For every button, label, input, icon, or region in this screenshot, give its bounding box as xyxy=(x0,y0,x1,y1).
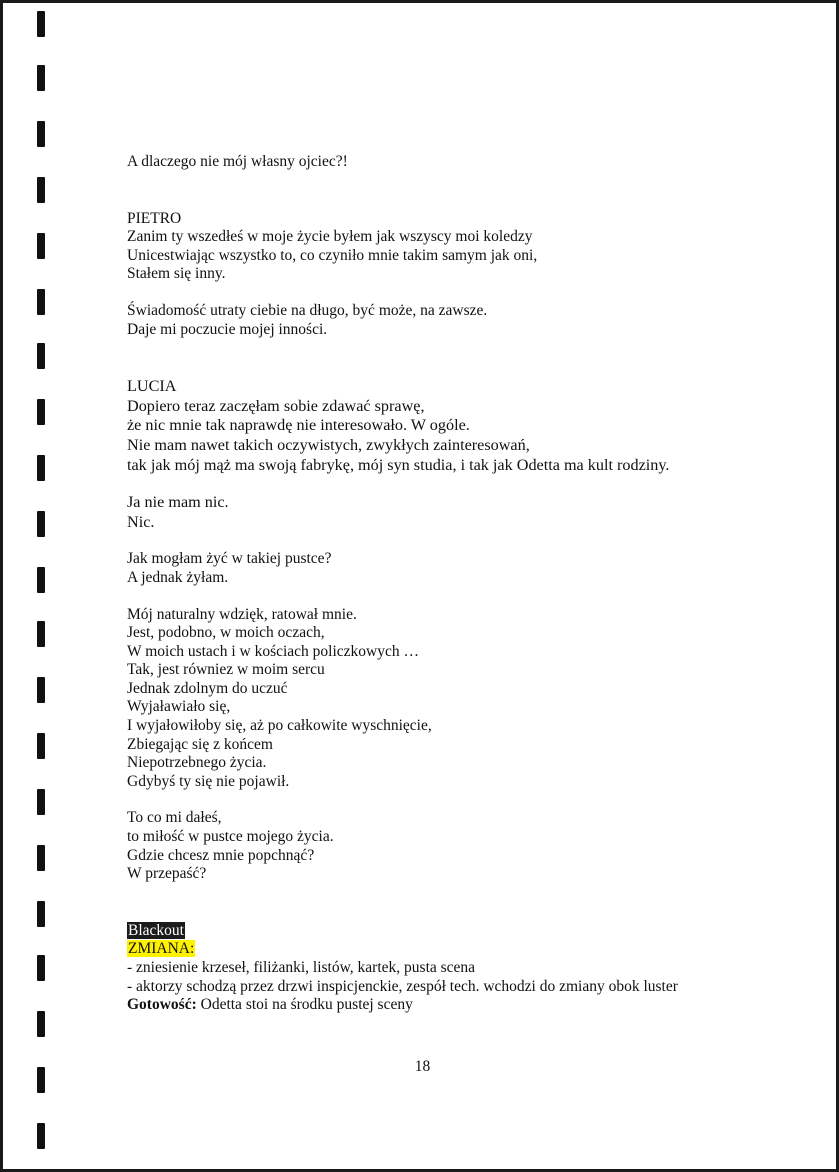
dialogue-line: Jak mogłam żyć w takiej pustce? xyxy=(127,550,332,568)
dialogue-line: W moich ustach i w kościach policzkowych … xyxy=(127,642,419,660)
dialogue-line: Gdzie chcesz mnie popchnąć? xyxy=(127,846,315,864)
dialogue-line: A jednak żyłam. xyxy=(127,568,229,586)
stage-note: - zniesienie krzeseł, filiżanki, listów, kartek, pusta scena xyxy=(127,959,476,976)
binding-mark xyxy=(37,845,45,871)
change-label: ZMIANA: xyxy=(128,940,195,958)
dialogue-line: Tak, jest równiez w moim sercu xyxy=(127,661,325,679)
ready-label: Gotowość: xyxy=(127,996,197,1014)
binding-mark xyxy=(37,901,45,927)
binding-mark xyxy=(37,343,45,369)
stage-direction-blackout xyxy=(127,922,807,941)
dialogue-line: To co mi dałeś, xyxy=(127,809,222,827)
binding-mark xyxy=(37,233,45,259)
dialogue-line: Zbiegając się z końcem xyxy=(127,735,273,753)
dialogue-line: Ja nie mam nic. xyxy=(127,493,229,512)
binding-mark xyxy=(37,399,45,425)
stage-direction-change xyxy=(127,940,807,959)
dialogue-line: Niepotrzebnego życia. xyxy=(127,754,267,772)
dialogue-line: W przepaść? xyxy=(127,865,207,883)
script-text xyxy=(127,153,807,1015)
dialogue-line: Gdybyś ty się nie pojawił. xyxy=(127,772,290,790)
binding-mark xyxy=(37,455,45,481)
dialogue-line: Jednak zdolnym do uczuć xyxy=(127,679,288,697)
dialogue-line: Świadomość utraty ciebie na długo, być może, na zawsze. xyxy=(127,301,488,319)
dialogue-line: Nie mam nawet takich oczywistych, zwykłych zainteresowań, xyxy=(127,435,530,454)
binding-mark xyxy=(37,1123,45,1149)
dialogue-line: A dlaczego nie mój własny ojciec?! xyxy=(127,153,348,170)
dialogue-line: Wyjaławiało się, xyxy=(127,698,231,716)
binding-mark xyxy=(37,65,45,91)
binding-mark xyxy=(37,11,45,37)
speaker-name-lucia: LUCIA xyxy=(127,377,177,396)
dialogue-line: Unicestwiając wszystko to, co czyniło mnie takim samym jak oni, xyxy=(127,246,538,264)
dialogue-line: Stałem się inny. xyxy=(127,265,226,283)
binding-mark xyxy=(37,955,45,981)
binding-mark xyxy=(37,789,45,815)
speaker-name-pietro: PIETRO xyxy=(127,209,182,227)
dialogue-line: Jest, podobno, w moich oczach, xyxy=(127,624,325,642)
binding-mark xyxy=(37,511,45,537)
page-number: 18 xyxy=(414,1058,431,1075)
binding-mark xyxy=(37,289,45,315)
dialogue-line: I wyjałowiłoby się, aż po całkowite wyschnięcie, xyxy=(127,717,432,735)
dialogue-line: tak jak mój mąż ma swoją fabrykę, mój syn studia, i tak jak Odetta ma kult rodziny. xyxy=(127,455,670,474)
stage-note: - aktorzy schodzą przez drzwi inspicjenckie, zespół tech. wchodzi do zmiany obok luster xyxy=(127,977,678,995)
dialogue-line: Mój naturalny wdzięk, ratował mnie. xyxy=(127,605,357,623)
dialogue-line: Dopiero teraz zaczęłam sobie zdawać sprawę, xyxy=(127,396,425,415)
binding-mark xyxy=(37,567,45,593)
binding-mark xyxy=(37,677,45,703)
binding-mark xyxy=(37,621,45,647)
stage-ready-line xyxy=(127,996,807,1015)
dialogue-line: Nic. xyxy=(127,512,155,531)
dialogue-line: że nic mnie tak naprawdę nie interesowało. W ogóle. xyxy=(127,416,470,435)
binding-mark xyxy=(37,177,45,203)
binding-mark xyxy=(37,733,45,759)
dialogue-line: to miłość w pustce mojego życia. xyxy=(127,828,334,846)
dialogue-line: Zanim ty wszedłeś w moje życie byłem jak wszyscy moi koledzy xyxy=(127,228,533,246)
ready-text: Odetta stoi na środku pustej sceny xyxy=(196,996,413,1014)
binding-mark xyxy=(37,121,45,147)
dialogue-line: Daje mi poczucie mojej inności. xyxy=(127,320,328,338)
blackout-label: Blackout xyxy=(128,921,184,939)
binding-mark xyxy=(37,1011,45,1037)
